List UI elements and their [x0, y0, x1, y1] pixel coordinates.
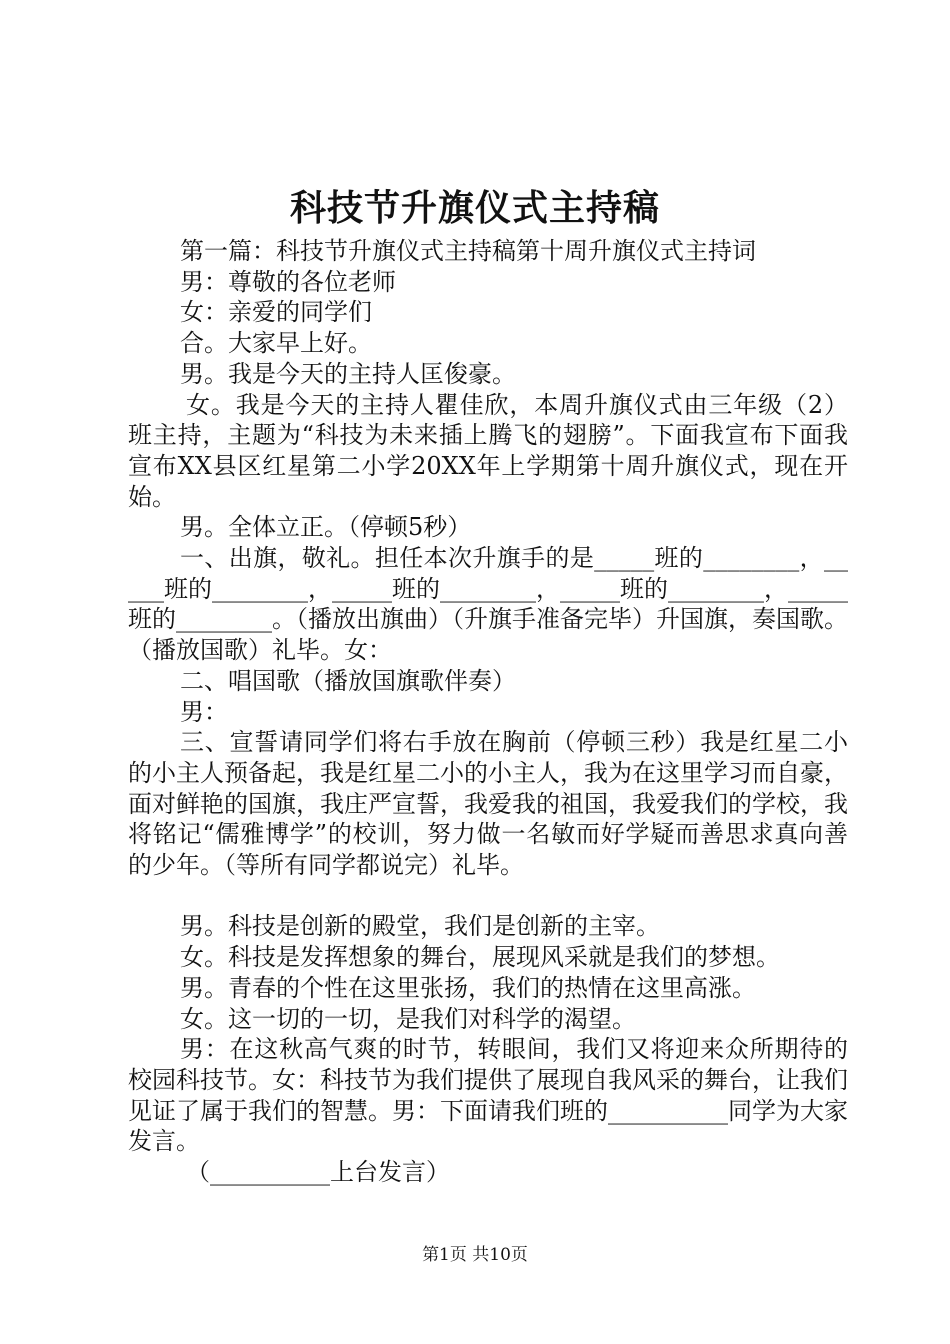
paragraph-anthem: 二、唱国歌（播放国旗歌伴奏） — [180, 666, 516, 695]
document-title: 科技节升旗仪式主持稿 — [289, 187, 660, 229]
document-body — [128, 236, 848, 1188]
paragraph-spacer — [128, 881, 848, 912]
paragraph-flag-raising: 一、出旗，敬礼。担任本次升旗手的是_____班的________，_____班的________，_____班的________，_____班的________，_____班的________。（播放出旗曲）（升旗手准备完毕）升国旗，奏国歌。（播放国歌）礼毕。女： — [128, 544, 848, 665]
paragraph-male-host: 男。我是今天的主持人匡俊豪。 — [180, 359, 516, 388]
paragraph-tech-4: 女。这一切的一切，是我们对科学的渴望。 — [180, 1004, 636, 1033]
paragraph-attention: 男。全体立正。（停顿5秒） — [180, 513, 472, 542]
paragraph-tech-1: 男。科技是创新的殿堂，我们是创新的主宰。 — [180, 912, 660, 941]
paragraph-heading: 第一篇：科技节升旗仪式主持稿第十周升旗仪式主持词 — [180, 237, 756, 265]
paragraph-male-cue: 男： — [180, 697, 228, 726]
paragraph-female-host: 女。我是今天的主持人瞿佳欣，本周升旗仪式由三年级（2）班主持，主题为“科技为未来插上腾飞的翅膀”。下面我宣布下面我宣布XX县区红星第二小学20XX年上学期第十周升旗仪式，现在开始。 — [128, 390, 848, 511]
paragraph-tech-3: 男。青春的个性在这里张扬，我们的热情在这里高涨。 — [180, 973, 756, 1002]
paragraph-together: 合。大家早上好。 — [180, 329, 372, 358]
paragraph-tech-2: 女。科技是发挥想象的舞台，展现风采就是我们的梦想。 — [180, 943, 780, 972]
page-footer: 第1页 共10页 — [422, 1245, 528, 1265]
paragraph-speech-cue: （__________上台发言） — [186, 1158, 450, 1187]
paragraph-tech-festival: 男：在这秋高气爽的时节，转眼间，我们又将迎来众所期待的校园科技节。女：科技节为我们提供了展现自我风采的舞台，让我们见证了属于我们的智慧。男：下面请我们班的__________同学为大家发言。 — [128, 1035, 848, 1156]
paragraph-oath: 三、宣誓请同学们将右手放在胸前（停顿三秒）我是红星二小的小主人预备起，我是红星二小的小主人，我为在这里学习而自豪，面对鲜艳的国旗，我庄严宣誓，我爱我的祖国，我爱我们的学校，我将铭记“儒雅博学”的校训，努力做一名敏而好学疑而善思求真向善的少年。（等所有同学都说完）礼毕。 — [128, 728, 848, 880]
paragraph-female-greeting: 女：亲爱的同学们 — [180, 298, 372, 327]
paragraph-male-greeting: 男：尊敬的各位老师 — [180, 267, 396, 296]
